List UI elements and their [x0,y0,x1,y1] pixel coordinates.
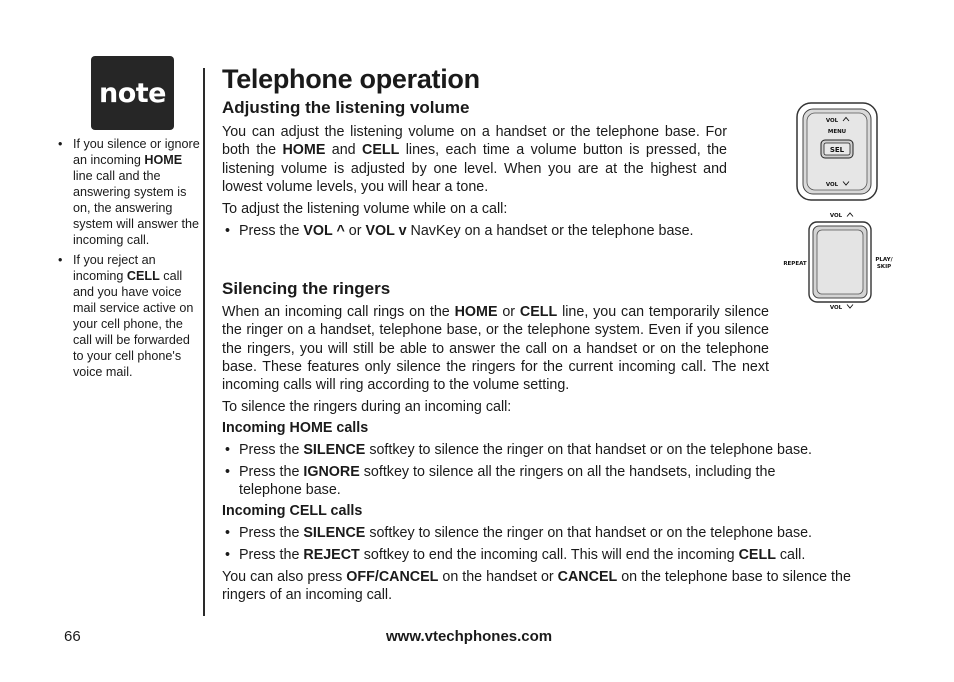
text: or [497,304,520,320]
keyword: CELL [362,142,400,159]
base-keypad-svg [780,208,898,314]
incoming-cell-heading: Incoming CELL calls [222,503,363,519]
base-keypad-illustration [780,208,898,314]
text: line, you can temporarily silence the ringer on a handset, telephone base, or the telephone system. Even if you silence the ringers, you will still be able to answer the call on a handset or on the telephone base. These features only silence the ringers for the current incoming call. The next incoming calls will ring according to the volume setting. [222,304,769,394]
keyword: CANCEL [557,569,618,585]
base-skip-label: SKIP [876,264,892,270]
handset-menu-label: MENU [827,129,847,135]
text: Press the [239,442,304,458]
text: Press the [239,525,304,541]
adjust-bullet [222,222,727,240]
page-number: 66 [64,628,81,645]
adjust-heading: Adjusting the listening volume [222,98,470,117]
cell-bullet-reject [222,546,889,564]
side-note-keyword: CELL [126,269,160,283]
side-notes [56,136,202,384]
home-bullet-silence [222,441,889,459]
text: lines, each time a volume button is pressed, the listening volume is adjusted by one level. When you are at the highest and lowest volume levels, you will hear a tone. [222,142,727,195]
handset-vol-down-label: VOL [825,182,839,188]
keyword: OFF/CANCEL [346,569,439,585]
text: softkey to end the incoming call. This will end the incoming [359,547,739,563]
footer-url: www.vtechphones.com [386,628,553,645]
handset-keypad-svg [796,102,878,202]
base-vol-down-label: VOL [829,305,843,311]
keyword: CELL [519,304,558,320]
base-vol-up-label: VOL [829,213,843,219]
note-badge [91,56,174,130]
base-repeat-label: REPEAT [783,261,807,267]
down-chevron-icon [847,305,853,309]
keyword: CELL [738,547,776,563]
cell-bullet-silence [222,524,889,542]
text: on the telephone base to silence the ringers of an incoming call. [222,569,851,604]
side-note-text: call and you have voice mail service active on your cell phone, the call will be forwarded to your cell phone's voice mail. [73,269,194,379]
note-badge-label: note [99,77,166,109]
text: You can also press [222,569,347,585]
text: Press the [239,464,304,480]
text: NavKey on a handset or the telephone base. [406,223,694,239]
text: softkey to silence the ringer on that handset or on the telephone base. [365,525,813,541]
text: and [325,142,362,159]
base-play-label: PLAY/ [875,257,893,263]
keyword: SILENCE [303,525,366,541]
side-note-text: If you silence or ignore an incoming [73,137,200,167]
silence-instruction: To silence the ringers during an incoming call: [222,399,512,415]
handset-sel-label: SEL [829,146,845,154]
keyword: VOL ^ [303,223,345,239]
handset-keypad-illustration [796,102,878,202]
up-chevron-icon [847,213,853,217]
side-note-item [56,252,202,380]
text: on the handset or [438,569,558,585]
keyword: VOL v [365,223,407,239]
silence-heading: Silencing the ringers [222,279,391,298]
home-bullet-ignore [222,463,839,500]
page-title: Telephone operation [222,64,480,94]
incoming-home-heading: Incoming HOME calls [222,420,369,436]
side-note-text: If you reject an incoming [73,253,156,283]
text: softkey to silence the ringer on that handset or on the telephone base. [365,442,813,458]
keyword: HOME [282,142,326,159]
text: softkey to silence all the ringers on all the handsets, including the telephone base. [239,464,776,499]
keyword: HOME [454,304,498,320]
vertical-divider [203,68,205,616]
keyword: SILENCE [303,442,366,458]
text: You can adjust the listening volume on a handset or the telephone base. For both the [222,124,727,159]
adjust-instruction: To adjust the listening volume while on a call: [222,201,508,217]
text: Press the [239,223,304,239]
text: When an incoming call rings on the [222,304,455,320]
text: or [344,223,366,239]
text: Press the [239,547,304,563]
side-note-item [56,136,202,248]
keyword: REJECT [303,547,360,563]
text: call. [775,547,806,563]
handset-vol-up-label: VOL [825,118,839,124]
adjust-paragraph [222,123,727,196]
keyword: IGNORE [303,464,360,480]
silence-paragraph [222,303,769,394]
side-note-text: line call and the answering system is on, the answering system will answer the incoming call. [73,169,199,247]
side-note-keyword: HOME [144,153,183,167]
final-paragraph [222,568,897,605]
